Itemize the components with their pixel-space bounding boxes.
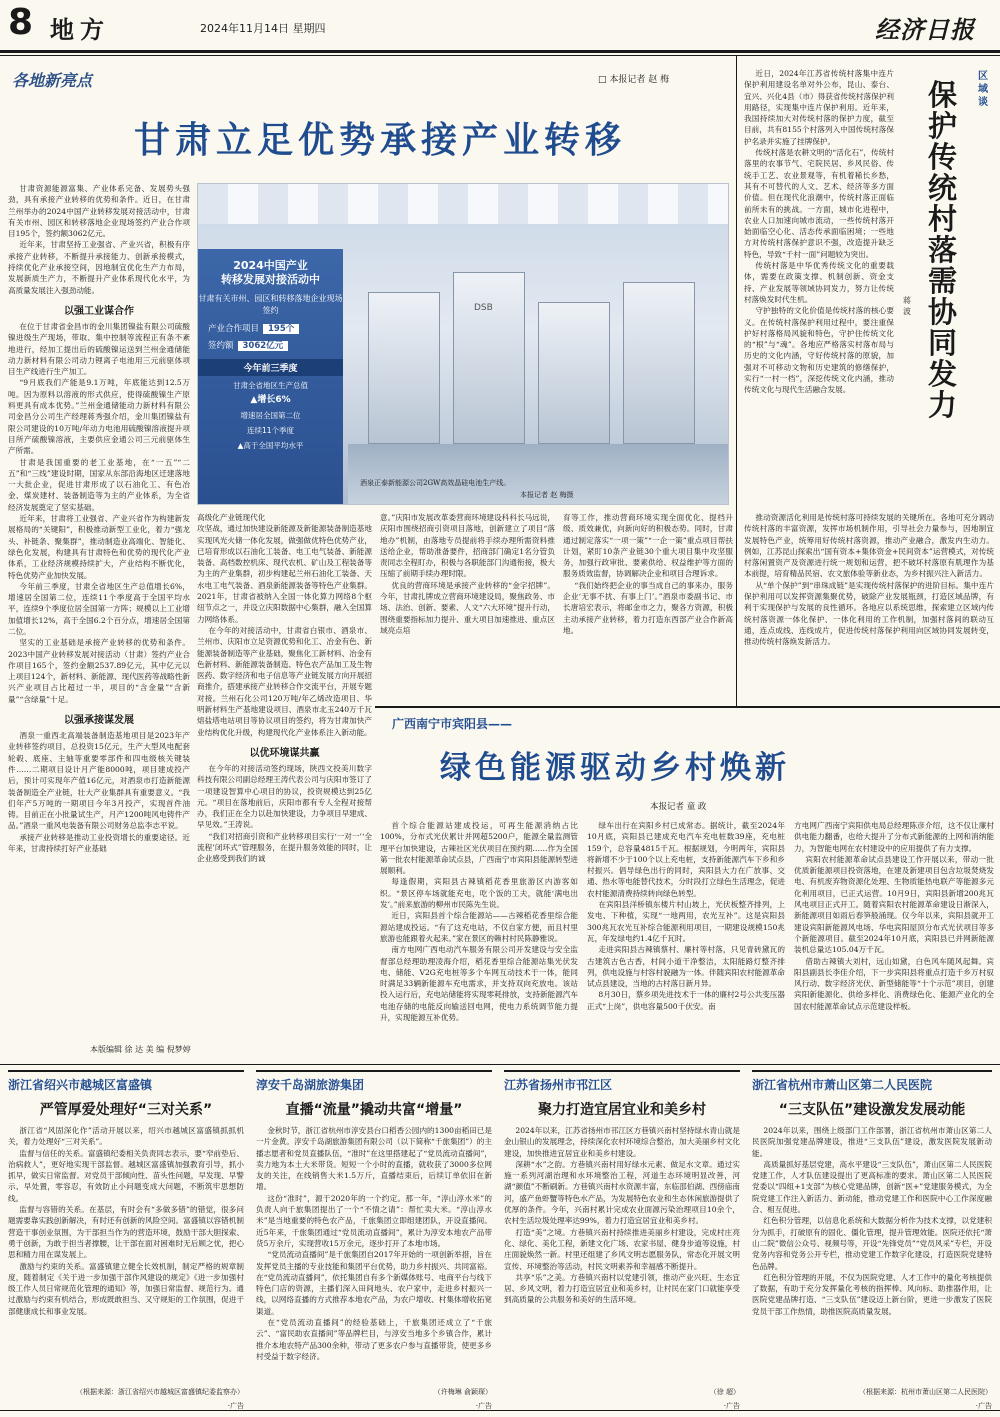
machine-label: DSB: [474, 303, 493, 313]
story1-subhead: 以优环境谋共赢: [249, 747, 320, 759]
gdp-label: 甘肃全省地区生产总值: [233, 381, 308, 390]
infographic-amount: 签约额 3062亿元: [208, 339, 333, 351]
gdp-growth: ▲增长6%: [250, 395, 291, 405]
box-place: 淳安千岛湖旅游集团: [256, 1078, 365, 1092]
story1-column-1: [8, 183, 190, 1043]
commentary-paragraph: 传统村落是中华优秀传统文化的重要载体，需要在政策支撑、机制创新、资金支持、产业发展等领域协同发力，努力让传统村落焕发时代生机。: [744, 261, 894, 304]
box-place: 浙江省绍兴市越城区富盛镇: [8, 1078, 153, 1092]
story1-paragraph: 攻坚战，通过加快建设新能源及新能源装备制造基地实现风光火储一体化发展，做强做优特色优势产业，已培育形成以石油化工装备、电工电气装备、新能源装备、高档数控机床、现代农机、矿山及工程装备等为主的产业集群，初步构建起兰州石油化工装备、天水电工电气装备、酒泉新能源装备等特色产业集群。2021年，甘肃省被纳入全国一体化算力网络8个枢纽节点之一，并设立庆阳数据中心集群，融入全国算力网络体系。: [197, 524, 372, 624]
story1-paragraph: 优良的营商环境是承接产业转移的“金字招牌”。今年，甘肃扎牌成立营商环境建设局，聚焦政务、市场、法治、创新、要素、人文“六大环境”提升行动，围绕重要指标加力提升、重大项目加速推进、重点区域亮点培: [380, 580, 555, 635]
region-talk-tag: 区域谈: [978, 71, 988, 108]
commentary-paragraph: 近日，2024年江苏省传统村落集中连片保护利用建设名单对外公布，昆山、泰台、宜兴、兴化4县（市）得获省传统村落保护利用路径，实现集中连片保护利用。近年来，我国持续加大对传统村落的保护力度，截至目前，共有8155个村落列入中国传统村落保护名录并实施了挂牌保护。: [744, 69, 894, 146]
production-machine: [453, 272, 525, 444]
story2-paragraph: 方电网广西南宁宾阳供电局总经理陈彦介绍，这不仅让廉村供电能力翻番，也给大提升了分布式新能源的上网和消纳能力，为智能电网在农村建设中的应用提供了有力支撑。: [794, 821, 994, 853]
commentary-paragraph: 守护独特的文化价值是传统村落的核心要义。在传统村落保护利用过程中，要注重保护好村落格局风貌和特色，守护住传统文化的“根”与“魂”。各地应严格落实村落布局与历史的文化内涵，守好传统村落的原貌，加强对不可移动文物和历史建筑的修缮保护，实行“一村一档”，深挖传统文化内涵，推动传统文化与现代生活融合发展。: [744, 306, 894, 395]
story2-byline: 本报记者 童 政: [650, 802, 707, 812]
box-body: [752, 1125, 992, 1383]
rank-national: ▲高于全国平均水平: [237, 441, 304, 450]
box-body: [8, 1125, 244, 1383]
story1-paragraph: “我们对招商引资和产业转移项目实行‘一对一’‘全流程’闭环式”管理服务，在提升服务效能的同时，让企业感受到我们的诚: [197, 831, 372, 864]
box-paragraph: 在“党员流动直播间”的经验基础上，千旅集团还成立了“千旅云”、“富民助农直播间”等品牌栏目，与淳安当地多个乡镇合作，累计推介本地农特产品300余种，带动了更多农户参与直播带货，使更多乡村受益于数字经济。: [256, 1318, 492, 1361]
story1-paragraph: 在位于甘肃省金昌市的金川集团镍盐有限公司硫酸镍进级生产现场，带取、集中控制等流程正有条不紊地进行，经加工提出后的硫酸镍运送到兰州金通储能动力新材料有限公司动力锂离子电池用三元前驱体项目生产线进行生产加工。: [8, 321, 190, 377]
issue-date: 2024年11月14日 星期四: [200, 22, 326, 35]
story1-paragraph: “9月底我们产能是9.1万吨，年底能达到12.5万吨。因为原料以溶液的形式供应，使得硫酸镍生产原料更具有成本优势。”兰州金通储能动力新材料有限公司金昌分公司生产经理蒋秀强介绍，金川集团镍盐有限公司建设的10万吨/年动力电池用硫酸镍溶液提升项目所产硫酸镍溶液，主要供应金通公司三元前驱体生产所需。: [8, 378, 190, 456]
infographic-panel: [198, 249, 343, 504]
box-paragraph: 深耕“水”之韵。方巷镇兴南村用好绿水元素、做足水文章。通过实施一系列河湖治理和水环境整治工程，河道生态环境明显改善，河湖“颜值”不断刷新。方巷镇兴南村水资源丰富，东临邵伯湖、西傍庙南河，盛产鱼虾蟹等特色水产品，为发展特色农业和生态休闲旅游提供了优厚的条件。今年，兴南村累计完成农业面源污染治理项目10余个，农村生活垃圾处理率达99%，着力打造宜居宜业和美乡村。: [504, 1159, 740, 1226]
box-place: 浙江省杭州市萧山区第二人民医院: [752, 1078, 933, 1092]
box-paragraph: “党员流动直播间”是千旅集团自2017年开始的一项创新举措，旨在发挥党员主播的专业技能和集团平台优势，助力乡村振兴、共同富裕。在“党员流动直播间”，依托集团自有多个新媒体账号、电商平台与线下特色门店的资源，主播们深入田间地头、农户家中，走进乡村振兴一线，以网络直播的方式推荐本地农产品，为农户增收、村集体增收拓宽渠道。: [256, 1250, 492, 1316]
infographic-projects: 产业合作项目 195个: [208, 322, 333, 334]
commentary-author: 蒋 波: [903, 296, 911, 316]
box-place: 江苏省扬州市邗江区: [504, 1078, 613, 1092]
story1-headline: 甘肃立足优势承接产业转移: [133, 120, 626, 161]
box-paragraph: 红色积分管理的开展，不仅为医院党建、人才工作中的量化考核提供了数据，有助于充分发挥量化考核的指挥棒、风向标、助推器作用，让医院党建品牌打造、“三支队伍”建设迈上新台阶，更进一步激发了医院党员干部工作热情，助推医院高质量发展。: [752, 1272, 992, 1316]
story2-paragraph: 绿车出行在宾阳乡村已成常态。据统计，截至2024年10月底，宾阳县已建成充电汽车充电桩数39座，充电桩159个，总容量4815千瓦。根据规划，今明两年，宾阳县将新增不少于100个以上充电桩，支持新能源汽车下乡和乡村振兴。倡导绿色出行的同时，宾阳县大力在广放事、交通、热水等电能替代技术，分时段打立绿色生活理念，促进农村能源清费持续转向绿色转型。: [587, 821, 785, 898]
story1-paragraph: 在今年的对接活动中，甘肃省白银市、酒泉市、兰州市、庆阳市立足资源优势和化工、冶金有色、新能源装备制造等产业基础，聚焦化工新材料、冶金有色新材料、新能源装备制造、特色农产品加工及生物医药、数字经济和电子信息等产业链发展方向开展招商推介，搭建承接产业转移合作交流平台，开展专题对接。兰州石化公司120万吨/年乙烯改造项目、华明新材料生产基地建设项目、酒泉市北玉240万千瓦熔盐塔电站项目等协议项目的签约，将为甘肃加快产业结构优化升级，构建现代化产业体系注入新动能。: [197, 625, 372, 737]
masthead-rule-thin: [0, 55, 1000, 56]
story1-subhead: 以强工业谋合作: [64, 305, 134, 317]
bottom-box-3: [504, 1070, 740, 1410]
story1-subhead: 以强承接谋发展: [64, 715, 134, 727]
infographic-subtitle: 甘肃有关市州、园区和转移落地企业现场签约: [198, 294, 343, 315]
section-name: 地方: [50, 15, 110, 44]
production-machine: [368, 292, 440, 444]
projects-value: 195个: [263, 324, 299, 334]
story2-paragraph: 首个综合能源站建成投运，可再生能源消纳占比100%，分布式光伏累计并网超5200户，能源全量监测管理平台加快建设，古辣社区光伏项目在预约期……作为全国第一批农村能源革命试点县，广西南宁市宾阳县能源转型进展顺利。: [380, 821, 578, 876]
story2-paragraph: 南方电网广西电动汽车服务有限公司开发建设与安全监督部总经理助理凌海介绍，稻花香里综合能源站集光伏发电、储能、V2G充电桩等多个车网互动技术于一体，能同时满足33辆新能源车充电需求，并支持双向充放电。该站投入运行后，充电站储能将实现零耗排放，支持新能源汽车电池存储的电能反向输送回电网，使电力系统调节能力提升，实现能源互补优势。: [380, 945, 578, 1023]
infographic-band: 今年前三季度: [198, 359, 343, 376]
story2-column-1: [380, 820, 578, 1042]
story1-paragraph: 酒泉一重西北高端装备制造基地项目是2023年产业转移签约项目，总投资15亿元，生产大型风电配套轮毂、底座、主轴等重要零部件和四电级核关键装件……二期项目设计月产能8000吨，项目建成投产后，预计可实现年产值16亿元，对酒泉市打造新能源装备制造全产业链，壮大产业集群具有重要意义。“我们年产5万吨的一期项目今年3月投产，实现首件油铸。目前正在小批量试生产，月产1200吨风电铸件产品。”酒泉一重风电装备有限公司财务总监李志平说。: [8, 731, 190, 831]
box-source: （根据来源：浙江省绍兴市越城区富盛镇纪委监察办）: [76, 1388, 244, 1396]
production-machine: [538, 302, 610, 444]
box-paragraph: 监督与信任的关系。富盛镇纪委相关负责同志表示，要“窄前垫后、治病救人”，更好地实现干部监督。越城区富盛镇加强教育引导，抓小抓早，做实日常监督。对党员干部倾向性、苗头性问题，早发现、早警示、早处置，零容忍，有效防止小问题变成大问题，不断筑牢思想防线。: [8, 1148, 244, 1203]
box-paragraph: 浙江省“风固深化作”活动开展以来，绍兴市越城区富盛镇抓抓机关，着力处理好“三对关系”。: [8, 1126, 244, 1147]
box-source: （徐 超）: [709, 1388, 740, 1396]
commentary-column-b: [744, 512, 994, 702]
story2-top-rule: [375, 706, 1000, 708]
story1-column-5: [380, 512, 555, 702]
story1-kicker: 各地新亮点: [12, 71, 93, 90]
box-source: （根据来源：杭州市萧山区第二人民医院）: [859, 1388, 992, 1396]
box-title: 聚力打造宜居宜业和美乡村: [538, 1102, 706, 1118]
story2-headline: 绿色能源驱动乡村焕新: [440, 750, 790, 786]
box-paragraph: 2024年以来，围绕上级部门工作部署，浙江省杭州市萧山区第二人民医院加强党建品牌建设，推进“三支队伍”建设，激发医院发展新动能。: [752, 1126, 992, 1158]
up-arrow-icon: ▲: [250, 395, 258, 405]
box-paragraph: 打造“美”之境。方巷镇兴南村持续推进美丽乡村建设，完成村庄亮化、绿化、美化工程，新建文化广场、农家书屋、健身步道等设施，村庄面貌焕然一新。村里还组建了乡风文明志愿服务队，常态化开展文明宣传、环境整治等活动，村民文明素养和幸福感不断提升。: [504, 1227, 740, 1271]
story2-paragraph: 近日，宾阳县首个综合能源站——古辣稻花香里综合能源站建成投运。“有了这充电站，不仅自家方便，而且村里旅游也能跟着火起来。”家在景区的赖村村民陈静雅说。: [380, 911, 578, 943]
bottom-section-rule: [0, 1064, 1000, 1065]
commentary-paragraph: 传统村落是农耕文明的“活化石”，传统村落里的农事节气、宅院民居、乡风民俗、传统手工艺、农业景观等，有机着稀长乡愁，其有不可替代的人文、艺术、经济等多方面价值。但在现代化浪潮中，传统村落正面临前所未有的挑战。一方面，城市化进程中，农业人口加速向城市流动，一些传统村落开始面临空心化、活态传承面临困境；一些地方对传统村落保护意识不强，改造提升缺乏特色，导致“千村一面”问题较为突出。: [744, 148, 894, 259]
story2-paragraph: 每逢假期，宾阳县古辣镇稻花香里旅游区内游客如织。“景区停车场就能充电，吃个饭的工夫，就能‘满电出发’。”前来旅游的柳州市民陈先生说。: [380, 877, 578, 910]
masthead-rule: [0, 50, 1000, 53]
box-ad-mark: ·广告: [975, 1402, 992, 1410]
box-paragraph: 共享“乐”之美。方巷镇兴南村以党建引领，推动产业兴旺、生态宜居、乡风文明，着力打造宜居宜业和美乡村，让村民在家门口就能享受到高质量的公共服务和美好的生活环境。: [504, 1272, 740, 1305]
up-arrow-icon: ▲: [237, 441, 244, 450]
story1-paragraph: 在今年的对接活动签约现场，陕西文投美川数字科技有限公司副总经理王涛代表公司与庆阳市签订了一项建设智算中心项目的协议，投资规模达到25亿元。“项目在落地前后，庆阳市都有专人全程对接帮办，我们正在全力以赴加快建设，力争项目早建成、早见效。”王涛说。: [197, 763, 372, 830]
story1-column-6: [563, 512, 733, 702]
story1-paragraph: “我们始终把企业的事当成自己的事来办，服务企业‘无事不扰、有事上门’。”酒泉市委副书记、市长唐培宏表示，将邮金市之力，聚各方资源，积极主动承接产业转移，着力打造东西部产业合作新高地。: [563, 580, 733, 635]
story1-paragraph: 甘肃是我国重要的老工业基地，在“一五”“二五”和“三线”建设时期，国家从东部沿海地区迁建落地一大批企业，促进甘肃形成了以石油化工、有色冶金、煤炭建材、装备制造等为主的产业体系，为全省经济发展奠定了坚实基础。: [8, 457, 190, 512]
box-paragraph: 红色积分管理，以信息化系统和大数据分析作为技术支撑，以党建积分为抓手，打破原有的固化、僵化管理，提升管理效能。医院还依托“萧山二院”微信公众号、视频号等，开设“先锋党员”“党员风采”专栏，开设党务内容和党务公开专栏，推动党建工作数字化建设，打造医院党建特色品牌。: [752, 1216, 992, 1271]
commentary-title: 保护传统村落需协同发力: [928, 78, 958, 422]
story1-paragraph: 高级化产业链现代化: [197, 513, 266, 522]
story1-paragraph: 意。”庆阳市发展改革委营商环境建设科科长马远说，庆阳市围绕招商引资项目落地，创新建立了项目“落地办”机制，由落地专员提前将手续办理所需资料推送给企业，帮助准备要件，招商部门确定1名分管负责同志全程盯办，积极与各职能部门沟通衔接，极大压缩了前期手续办理时限。: [380, 513, 555, 579]
story2-paragraph: 宾阳农村能源革命试点县建设工作开展以来，带动一批优质新能源项目投资落地，在建及新建项目包含垃圾焚烧发电、有机废弃物资源化处理、生物质能热电联产等能源多元化利用项目，已正式运营。10月9日，宾阳县新增200兆瓦风电项目正式开工。随着宾阳农村能源革命建设日渐深入，新能源项目如雨后春笋般涌现。仅今年以来，宾阳县就开工建设宾阳新能源风电场、华电宾阳屋顶分布式光伏项目等多个新能源项目。截至2024年10月底，宾阳县已并网新能源装机总量达105.04万千瓦。: [794, 854, 994, 955]
story1-paragraph: 近年来，甘肃坚持工业强省、产业兴省，积极有序承接产业转移，不断提升承接能力、创新承接模式，持续优化产业承接空间，因地制宜优化生产力布局，发展新质生产力，不断提升产业体系现代化水平，为高质量发展注入强劲动能。: [8, 240, 190, 295]
ceiling-lights: [198, 184, 728, 224]
box-title: “三支队伍”建设激发发展动能: [778, 1102, 966, 1118]
box-body: [504, 1125, 740, 1383]
box-ad-mark: ·广告: [723, 1402, 740, 1410]
commentary-column-a: [744, 68, 894, 508]
story2-column-2: [587, 820, 785, 1042]
story1-paragraph: 承接产业转移是推动工业投资增长的重要途径。近年来，甘肃持续打好产业基础: [8, 832, 190, 854]
story1-photo: [197, 183, 729, 505]
bottom-box-4: [752, 1070, 992, 1410]
box-paragraph: 高质量抓好基层党建，高水平建设“三支队伍”，萧山区第二人民医院党建工作，人才队伍建设提出了更高标准的要求。萧山区第二人民医院党委以“四组+1支部”为核心党建品牌，创新“医+”党建服务模式，为全院党建工作注入新活力、新动能，推动党建工作和医院中心工作深度融合、相互促进。: [752, 1159, 992, 1215]
box-paragraph: 2024年以来，江苏省扬州市邗江区方巷镇兴南村坚持绿水青山就是金山银山的发展理念，持续深化农村环境综合整治，加大美丽乡村文化建设，加快推进宜居宜业和美乡村建设。: [504, 1126, 740, 1158]
story2-paragraph: 在宾阳县洋桥镇东楼片村山坡上，光伏板整齐排列，上发电、下种植，实现“一地两用，农光互补”。这是宾阳县300兆瓦农光互补综合能源利用项目，一期建设规模150兆瓦，年发绿电约1.4亿千瓦时。: [587, 900, 785, 943]
story1-paragraph: 坚实的工业基础是承接产业转移的优势和条件。2023中国产业转移发展对接活动（甘肃）签约产业合作项目165个，签约金额2537.89亿元，其中亿元以上项目124个，新材料、新能源、现代医药等战略性新兴产业项目占比超过一半，项目的“含金量”“含新量”“含绿量”十足。: [8, 638, 190, 704]
box-source: （许梅琳 俞颖琛）: [433, 1388, 492, 1396]
story1-photo-credit: 本报记者 赵 梅摄: [520, 491, 574, 499]
box-paragraph: 这份“准时”，源于2020年的一个约定。那一年，“淳山淳水米”的负责人向千旅集团提出了一个“不情之请”：帮忙卖大米。“淳山淳水米”是当地重要的特色农产品，千旅集团立即组建团队，开设直播间。近5年来，千旅集团通过“党员流动直播间”，累计为淳安本地农产品带货5万余斤，实现营收15万余元，逐步打开了本地市场。: [256, 1193, 492, 1248]
rank-quarters: 连续11个季度: [246, 426, 295, 435]
page-editors: 本版编辑 徐 达 美 编 倪梦婷: [90, 1045, 191, 1054]
column-divider-right: [736, 56, 737, 706]
production-machine: [623, 282, 695, 444]
box-body: [256, 1125, 492, 1383]
commentary-paragraph: 从“单个保护”到“串珠成链”是实现传统村落保护的进阶目标。集中连片保护利用可以发挥资源集聚优势，破除产业发展瓶颈，打造区域品牌，有利于实现保护与发展的良性循环。各地应以系统思维，探索建立区域内传统村落资源一体化保护、一体化利用的工作机制，加强村落间的联动互通，连点成线、连线成片，促进传统村落保护利用向区域协同发展转变，推动传统村落焕发新活力。: [744, 580, 994, 647]
rank-label: 增速居全国第二位: [240, 411, 301, 420]
story1-paragraph: 今年前三季度，甘肃全省地区生产总值增长6%，增速居全国第二位，连续11个季度高于全国平均水平，连续9个季度位居全国第一方阵；规模以上工业增加值增长12%，高于全国6.2个百分点，增速居全国第二位。: [8, 581, 190, 636]
box-title: 直播“流量”撬动共富“增量”: [285, 1102, 463, 1118]
box-ad-mark: ·广告: [475, 1402, 492, 1410]
box-title: 严管厚爱处理好“三对关系”: [39, 1102, 213, 1118]
story2-paragraph: 走进宾阳县古辣镇蔡村、廉村等村落，只见青砖黛瓦的古建筑古色古香，村间小道干净整洁，太阳能路灯整齐排列，供电设施与村容村貌融为一体。伴随宾阳农村能源革命试点县建设，当地的古村落日新月异。: [587, 945, 785, 989]
story1-paragraph: 近年来，甘肃将工业强省、产业兴省作为构建新发展格局的“关键阳”，积极推动新型工业化，着力“强龙头、补链条、聚集群”，推动制造业高端化、智能化、绿色化发展，构建具有甘肃特色和优势的现代化产业体系，工业经济规模持续扩大，产业结构不断优化，特色优势产业加快发展。: [8, 514, 190, 580]
box-paragraph: 监督与容错的关系。在基层，有时会有“多做多错”的错觉，很多问题需要靠实践创新解决，有时还有创新的风险空间。富盛镇以容错机制营造干事创业氛围，为干部担当作为的营造环境，鼓励干部大胆探索、勇于创新，为敢于担当者撑腰，让干部在面对困难时无后顾之忧，把心思和精力用在谋发展上。: [8, 1205, 244, 1260]
bottom-box-1: [8, 1070, 244, 1410]
commentary-paragraph: 推动资源活化利用是传统村落可持续发展的关键所在。各地可充分调动传统村落的丰富资源，发挥市场机制作用，引导社会力量参与，因地制宜发展特色产业，统筹用好传统村落资源，推动产业融合，激发内生动力。例如，江苏昆山探索出“国有资本+集体资金+民间资本”运营模式，对传统村落闲置资产及资源进行统一规划和运营，把不破坏村落原有肌理作为基本前提，培育精品民宿、农文旅体验等新业态，为乡村振兴注入新活力。: [744, 513, 994, 579]
story2-column-3: [794, 820, 994, 1042]
box-ad-mark: ·广告: [227, 1402, 244, 1410]
newspaper-logo: 经济日报: [875, 15, 975, 44]
story1-paragraph: 甘肃资源能源富集、产业体系完备、发展势头强劲，具有承接产业转移的优势和条件。近日，在甘肃兰州举办的2024中国产业转移发展对接活动中，甘肃有关市州、园区和转移落地企业现场签约产业合作项目195个，签约额3062亿元。: [8, 184, 190, 239]
amount-value: 3062亿元: [238, 341, 289, 351]
page-number: 8: [8, 2, 34, 43]
story1-column-4: [197, 512, 372, 1040]
story2-paragraph: 8月30日，蔡乡项先进技术于一体的廉村2号公共变压器正式“上岗”，供电容量500千伏安。南: [587, 990, 785, 1011]
box-paragraph: 激励与约束的关系。富盛镇建立健全长效机制，制定严格的规章制度，随着制定《关于进一步加强干部作风建设的规定》《进一步加强村级工作人员日常规范化管理的通知》等，加强日常监督、规范行为。通过激励与约束有机结合，形成既敢担当、又守规矩的工作氛围，促进干部健康成长和事业发展。: [8, 1261, 244, 1316]
story1-byline: □ 本报记者 赵 梅: [598, 75, 670, 85]
story1-photo-caption: 酒泉正泰新能源公司2GW高效晶硅电池生产线。: [360, 479, 511, 487]
story2-kicker: 广西南宁市宾阳县——: [392, 717, 513, 731]
bottom-box-2: [256, 1070, 492, 1410]
story2-paragraph: 借助古辣镇大刘村，远山如黛，白色风车随风起舞。宾阳县副县长李佳介绍，下一步宾阳县将重点打造千乡万村驭风行动、数字经济光伏、新型储能等“十个示范”项目，创建宾阳新能源化、供给多样化、消费绿色化、能源产业化的全国农村能源革命试点示范建设样板。: [794, 956, 994, 1011]
infographic-title: 2024中国产业 转移发展对接活动中: [221, 259, 320, 286]
story1-paragraph: 育等工作，推动营商环境实现全面优化、提档升级、质效兼优，向新向好的积极态势。同时，甘肃通过制定落实“一项一策”“一企一策”重点项目帮扶计划，紧盯10条产业链30个重大项目集中攻坚服务，加强行政审批、要素供给、权益维护等方面的服务质效监督，协调解决企业和项目合理诉求。: [563, 513, 733, 579]
footer-rule: [0, 1410, 1000, 1411]
box-paragraph: 金秋时节，浙江省杭州市淳安县台口稻香公园内的1300亩稻田已是一片金黄。淳安千岛湖旅游集团有限公司（以下简称“千旅集团”）的主播志愿者和党员直播队伍，“准时”在这里搭建起了“党员流动直播间”，卖力地为本土大米带货。短短一个小时的直播，就收获了3000多位网友的关注，在线销售大米1.5万斤，直播结束后，后续订单依旧在新增。: [256, 1126, 492, 1192]
